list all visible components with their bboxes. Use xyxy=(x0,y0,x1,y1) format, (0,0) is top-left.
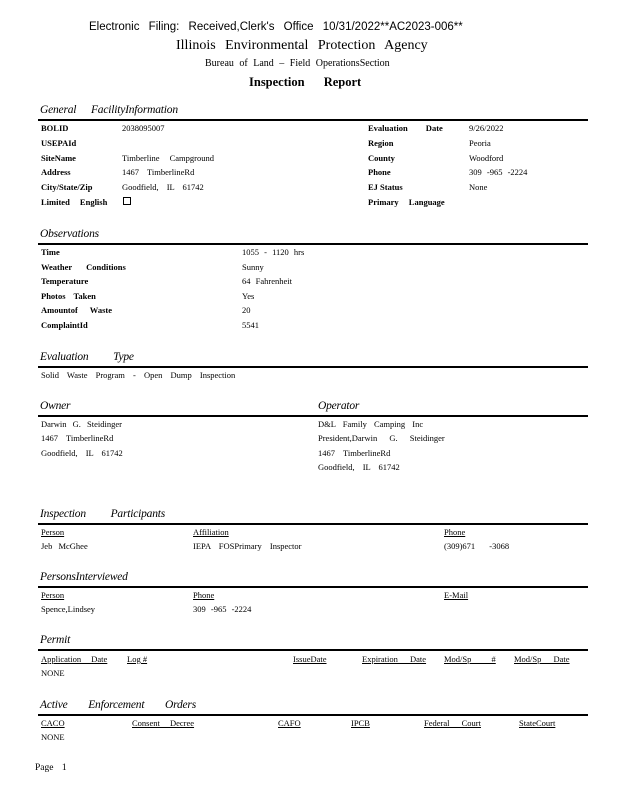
evaluation-type-value: Solid Waste Program - Open Dump Inspection xyxy=(41,370,236,380)
general-heading: General FacilityInformation xyxy=(40,104,178,116)
field-value: 9/26/2022 xyxy=(469,123,504,133)
participants-col-phone: Phone xyxy=(444,527,466,537)
field-label: SiteName xyxy=(41,153,76,163)
field-label: Evaluation Date xyxy=(368,123,443,133)
filing-stamp: Electronic Filing: Received,Clerk's Office 10/31/2022**AC2023-006** xyxy=(89,21,463,33)
participants-col-person: Person xyxy=(41,527,65,537)
field-value: None xyxy=(469,182,488,192)
interviewed-person: Spence,Lindsey xyxy=(41,604,96,614)
permit-col-modsp-date: Mod/Sp Date xyxy=(514,654,570,664)
field-value: Yes xyxy=(242,291,255,301)
enforcement-value: NONE xyxy=(41,732,65,742)
field-label: Region xyxy=(368,138,394,148)
field-value: Goodfield, IL 61742 xyxy=(122,182,204,192)
field-label: Primary Language xyxy=(368,197,445,207)
field-label: Temperature xyxy=(41,276,89,286)
field-label: EJ Status xyxy=(368,182,403,192)
owner-operator-rule xyxy=(38,415,588,417)
participants-rule xyxy=(38,523,588,525)
permit-col-application-date: Application Date xyxy=(41,654,108,664)
field-value: Peoria xyxy=(469,138,491,148)
report-title: Inspection Report xyxy=(249,75,362,89)
owner-line: Goodfield, IL 61742 xyxy=(41,448,123,458)
observations-heading: Observations xyxy=(40,228,99,240)
owner-line: 1467 TimberlineRd xyxy=(41,433,114,443)
operator-heading: Operator xyxy=(318,400,360,412)
enforcement-col-ipcb: IPCB xyxy=(351,718,370,728)
owner-line: Darwin G. Steidinger xyxy=(41,419,122,429)
permit-heading: Permit xyxy=(40,634,71,646)
interviewed-col-person: Person xyxy=(41,590,65,600)
owner-heading: Owner xyxy=(40,400,71,412)
interviewed-col-phone: Phone xyxy=(193,590,215,600)
participant-affiliation: IEPA FOSPrimary Inspector xyxy=(193,541,302,551)
field-value: Woodford xyxy=(469,153,504,163)
field-label: County xyxy=(368,153,395,163)
field-label: ComplaintId xyxy=(41,320,88,330)
operator-line: D&L Family Camping Inc xyxy=(318,419,424,429)
field-label: Photos Taken xyxy=(41,291,96,301)
observations-rule xyxy=(38,243,588,245)
interviewed-rule xyxy=(38,586,588,588)
participants-heading: Inspection Participants xyxy=(40,508,166,520)
bureau-name: Bureau of Land – Field OperationsSection xyxy=(205,58,390,69)
enforcement-col-federal-court: Federal Court xyxy=(424,718,481,728)
field-label: Phone xyxy=(368,167,391,177)
enforcement-col-cafo: CAFO xyxy=(278,718,301,728)
participants-col-affiliation: Affiliation xyxy=(193,527,229,537)
participant-phone: (309)671 -3068 xyxy=(444,541,510,551)
limited-english-checkbox[interactable] xyxy=(123,197,131,205)
operator-line: President,Darwin G. Steidinger xyxy=(318,433,445,443)
field-value: 309 -965 -2224 xyxy=(469,167,528,177)
field-label: City/State/Zip xyxy=(41,182,93,192)
enforcement-rule xyxy=(38,714,588,716)
field-value: 2038095007 xyxy=(122,123,165,133)
field-value: 1055 - 1120 hrs xyxy=(242,247,305,257)
permit-col-modsp: Mod/Sp # xyxy=(444,654,496,664)
field-label: BOLID xyxy=(41,123,69,133)
enforcement-heading: Active Enforcement Orders xyxy=(40,699,196,711)
permit-col-log: Log # xyxy=(127,654,148,664)
field-value: 5541 xyxy=(242,320,259,330)
field-value: 1467 TimberlineRd xyxy=(122,167,195,177)
permit-rule xyxy=(38,649,588,651)
enforcement-col-caco: CACO xyxy=(41,718,65,728)
operator-line: Goodfield, IL 61742 xyxy=(318,462,400,472)
interviewed-col-email: E-Mail xyxy=(444,590,469,600)
permit-col-issue-date: IssueDate xyxy=(293,654,327,664)
field-value: Timberline Campground xyxy=(122,153,214,163)
field-label: Amountof Waste xyxy=(41,305,112,315)
participant-person: Jeb McGhee xyxy=(41,541,88,551)
field-value: 20 xyxy=(242,305,251,315)
field-value: 64 Fahrenheit xyxy=(242,276,292,286)
page-number: Page 1 xyxy=(35,763,67,773)
field-label: Weather Conditions xyxy=(41,262,126,272)
permit-col-expiration-date: Expiration Date xyxy=(362,654,427,664)
enforcement-col-consent-decree: Consent Decree xyxy=(132,718,195,728)
evaluation-type-heading: Evaluation Type xyxy=(40,351,134,363)
field-label: Address xyxy=(41,167,71,177)
agency-name: Illinois Environmental Protection Agency xyxy=(176,38,428,53)
interviewed-heading: PersonsInterviewed xyxy=(40,571,128,583)
operator-line: 1467 TimberlineRd xyxy=(318,448,391,458)
field-label: Time xyxy=(41,247,60,257)
field-value: Sunny xyxy=(242,262,264,272)
enforcement-col-state-court: StateCourt xyxy=(519,718,556,728)
field-label: USEPAId xyxy=(41,138,77,148)
interviewed-phone: 309 -965 -2224 xyxy=(193,604,252,614)
field-label: Limited English xyxy=(41,197,108,207)
evaluation-type-rule xyxy=(38,366,588,368)
permit-value: NONE xyxy=(41,668,65,678)
general-rule xyxy=(38,119,588,121)
